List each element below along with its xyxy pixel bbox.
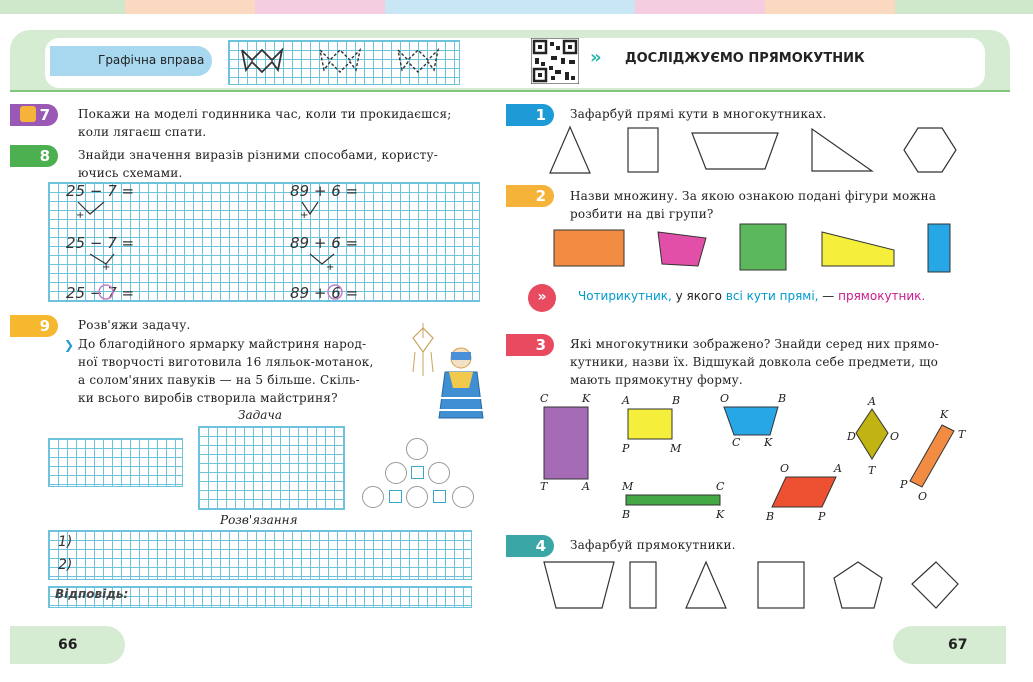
task3-line2: кутники, назви їх. Відшукай довкола себе предмети, що bbox=[570, 355, 939, 369]
pattern-dashed-2 bbox=[398, 50, 438, 72]
tall-rectangle bbox=[630, 562, 656, 608]
expr-b1: 89 + 6 = bbox=[290, 182, 359, 200]
pyramid-circle bbox=[406, 438, 428, 460]
vertex-label: K bbox=[764, 436, 773, 449]
expr-b2: 89 + 6 = bbox=[290, 234, 359, 252]
task8-schemes bbox=[48, 182, 478, 300]
task3-line3: мають прямокутну форму. bbox=[570, 373, 743, 387]
task9-grid-small[interactable] bbox=[48, 438, 183, 487]
label-task: Задача bbox=[238, 408, 283, 422]
rule-dash: — bbox=[818, 289, 839, 303]
solution-line-1: 1) bbox=[58, 534, 73, 550]
page-number-left: 66 bbox=[10, 626, 125, 664]
double-chevron-icon: » bbox=[590, 47, 602, 68]
vertex-label: A bbox=[622, 394, 630, 407]
vertex-label: C bbox=[732, 436, 741, 449]
rule-text bbox=[578, 289, 925, 303]
rhombus-square bbox=[912, 562, 958, 608]
header-underline bbox=[10, 90, 1010, 92]
task9-intro: Розв'яжи задачу. bbox=[78, 318, 191, 332]
vertex-label: O bbox=[918, 490, 928, 503]
task2-line1: Назви множину. За якою ознакою подані фігури можна bbox=[570, 189, 937, 203]
task9-line4: ки всього виробів створила майстриня? bbox=[78, 391, 338, 405]
task8-line1: Знайди значення виразів різними способами, користу- bbox=[78, 148, 438, 162]
vertex-label: K bbox=[716, 508, 725, 521]
expr-a1: 25 − 7 = bbox=[66, 182, 135, 200]
arrow-bullet-icon: ❯ bbox=[64, 338, 75, 352]
pink-quadrilateral bbox=[658, 232, 706, 266]
graphic-exercise-pattern bbox=[228, 40, 458, 83]
solution-line-2: 2) bbox=[58, 557, 73, 573]
vertex-label: B bbox=[672, 394, 681, 407]
vertex-label: K bbox=[582, 392, 591, 405]
vertex-label: O bbox=[780, 462, 790, 475]
shape-KTOP bbox=[910, 425, 954, 487]
task9-grid-main[interactable] bbox=[198, 426, 345, 510]
graphic-exercise-label: Графічна вправа bbox=[98, 53, 205, 67]
green-square bbox=[740, 224, 786, 270]
section-title: ДОСЛІДЖУЄМО ПРЯМОКУТНИК bbox=[625, 51, 865, 66]
vertex-label: O bbox=[890, 430, 900, 443]
task-badge-2: 2 bbox=[506, 185, 554, 207]
top-stripe-6 bbox=[765, 0, 895, 14]
motanka-doll-illustration bbox=[395, 318, 485, 428]
vertex-label: A bbox=[834, 462, 842, 475]
vertex-label: P bbox=[900, 478, 908, 491]
right-triangle bbox=[812, 129, 872, 171]
task-badge-3: 3 bbox=[506, 334, 554, 356]
shape-CKAT bbox=[544, 407, 588, 479]
pyramid-circle bbox=[385, 462, 407, 484]
pyramid-circle bbox=[406, 486, 428, 508]
plus-sign-4: + bbox=[326, 262, 335, 273]
trapezoid bbox=[692, 133, 778, 169]
plus-sign-1: + bbox=[76, 210, 85, 221]
vertex-label: B bbox=[766, 510, 775, 523]
pattern-solid bbox=[242, 50, 282, 72]
page-number-right: 67 bbox=[893, 626, 1006, 664]
triangle bbox=[550, 127, 590, 173]
task8-line2: ючись схемами. bbox=[78, 166, 183, 180]
shape-OBKC bbox=[724, 407, 778, 435]
pyramid-square[interactable] bbox=[433, 490, 446, 503]
qr-code[interactable] bbox=[531, 38, 579, 84]
task-badge-7: 7 bbox=[10, 104, 58, 126]
task3-line1: Які многокутники зображено? Знайди серед них прямо- bbox=[570, 337, 940, 351]
shape-ABMP bbox=[628, 409, 672, 439]
top-stripe-3 bbox=[255, 0, 385, 14]
label-solution: Розв'язання bbox=[220, 513, 298, 527]
triangle-2 bbox=[686, 562, 726, 608]
yellow-trapezoid bbox=[822, 232, 894, 266]
vertex-label: T bbox=[540, 480, 548, 493]
vertex-label: T bbox=[868, 464, 876, 477]
task9-line1: До благодійного ярмарку майстриня народ- bbox=[78, 337, 367, 351]
rule-condition: всі кути прямі, bbox=[725, 289, 819, 303]
plus-sign-3: + bbox=[300, 210, 309, 221]
task2-shapes bbox=[550, 222, 960, 274]
vertex-label: P bbox=[818, 510, 826, 523]
orange-rectangle bbox=[554, 230, 624, 266]
answer-label: Відповідь: bbox=[55, 587, 129, 601]
hexagon bbox=[904, 128, 956, 172]
task-badge-1: 1 bbox=[506, 104, 554, 126]
trapezoid-inverted bbox=[544, 562, 614, 608]
top-stripe-2 bbox=[125, 0, 255, 14]
rectangle bbox=[628, 128, 658, 172]
pyramid-circle bbox=[428, 462, 450, 484]
vertex-label: T bbox=[958, 428, 966, 441]
task9-line3: а солом'яних павуків — на 5 більше. Скіль- bbox=[78, 373, 360, 387]
vertex-label: D bbox=[847, 430, 856, 443]
vertex-label: A bbox=[582, 480, 590, 493]
pyramid-circle bbox=[362, 486, 384, 508]
task4-shapes[interactable] bbox=[540, 558, 980, 613]
vertex-label: M bbox=[670, 442, 682, 455]
pyramid-square[interactable] bbox=[389, 490, 402, 503]
rule-term-quadrilateral: Чотирикутник, bbox=[578, 289, 672, 303]
clock-icon bbox=[20, 106, 36, 122]
vertex-label: O bbox=[720, 392, 730, 405]
vertex-label: A bbox=[868, 395, 876, 408]
task7-line2: коли лягаєш спати. bbox=[78, 125, 207, 139]
shape-OABP bbox=[772, 477, 836, 507]
vertex-label: M bbox=[622, 480, 634, 493]
shape-ADOT bbox=[856, 409, 888, 459]
task9-line2: ної творчості виготовила 16 ляльок-мотанок, bbox=[78, 355, 374, 369]
top-stripe-4 bbox=[385, 0, 635, 14]
vertex-label: P bbox=[622, 442, 630, 455]
expr-a2: 25 − 7 = bbox=[66, 234, 135, 252]
pattern-dashed-1 bbox=[320, 50, 360, 72]
blue-rectangle bbox=[928, 224, 950, 272]
task4-text: Зафарбуй прямокутники. bbox=[570, 538, 736, 552]
vertex-label: C bbox=[716, 480, 725, 493]
rule-term-rectangle: прямокутник. bbox=[838, 289, 926, 303]
rule-connector: у якого bbox=[671, 289, 726, 303]
pyramid-square[interactable] bbox=[411, 466, 424, 479]
vertex-label: B bbox=[622, 508, 631, 521]
task2-line2: розбити на дві групи? bbox=[570, 207, 714, 221]
vertex-label: B bbox=[778, 392, 787, 405]
task3-shapes bbox=[530, 395, 980, 525]
pyramid-circle bbox=[452, 486, 474, 508]
task1-shapes bbox=[540, 125, 980, 175]
solution-grid[interactable] bbox=[48, 530, 472, 580]
task-badge-4: 4 bbox=[506, 535, 554, 557]
square bbox=[758, 562, 804, 608]
shape-MCKB bbox=[626, 495, 720, 505]
top-stripe-5 bbox=[635, 0, 765, 14]
vertex-label: K bbox=[940, 408, 949, 421]
task-badge-9: 9 bbox=[10, 315, 58, 337]
expr-b3: 89 + 6 = bbox=[290, 284, 359, 302]
plus-sign-2: + bbox=[102, 262, 111, 273]
expr-a3: 25 − 7 = bbox=[66, 284, 135, 302]
pentagon bbox=[834, 562, 882, 608]
task1-text: Зафарбуй прямі кути в многокутниках. bbox=[570, 107, 827, 121]
top-stripe-7 bbox=[895, 0, 1033, 14]
task7-line1: Покажи на моделі годинника час, коли ти прокидаєшся; bbox=[78, 107, 452, 121]
vertex-label: C bbox=[540, 392, 549, 405]
top-stripe-1 bbox=[0, 0, 125, 14]
task-badge-8: 8 bbox=[10, 145, 58, 167]
rule-icon: » bbox=[528, 284, 556, 312]
